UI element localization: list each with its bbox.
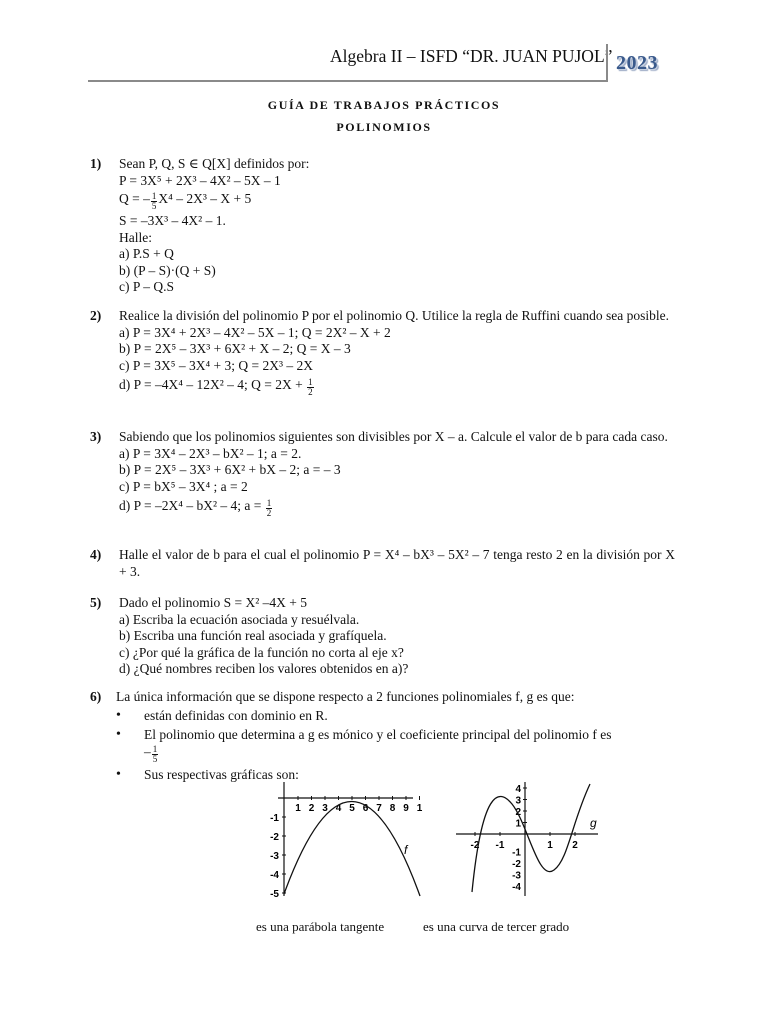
exercise-number: 2) xyxy=(90,308,102,323)
list-item: c) P = bX⁵ – 3X⁴ ; a = 2 xyxy=(119,478,248,494)
tick-label: 1 xyxy=(515,818,521,830)
fraction: $\frac{1}{2}$ xyxy=(266,498,272,518)
graph-g xyxy=(450,782,615,898)
tick-label: 1 xyxy=(547,840,553,851)
tick-label: -3 xyxy=(512,870,521,882)
tick-label: -1 xyxy=(270,813,279,824)
bullet-item: • Sus respectivas gráficas son: xyxy=(116,767,672,784)
graph-f xyxy=(258,780,423,900)
tick-label: 2 xyxy=(308,803,315,814)
header-rule xyxy=(88,80,606,82)
fraction: $\frac{1}{2}$ xyxy=(308,377,313,397)
tick-label: -4 xyxy=(270,870,279,881)
exercise-text: Sabiendo que los polinomios siguientes son divisibles por X – a. Calcule el valor de b para cada caso. xyxy=(119,429,668,444)
tick-label: -5 xyxy=(270,889,279,900)
tick-label: 8 xyxy=(389,803,396,814)
tick-label: 9 xyxy=(403,803,409,814)
tick-label: -1 xyxy=(512,847,521,859)
exercise-intro: Sean P, Q, S ∈ Q[X] definidos por: xyxy=(119,156,310,171)
list-item: c) P = 3X⁵ – 3X⁴ + 3; Q = 2X³ – 2X xyxy=(119,357,314,373)
bullet-item: • El polinomio que determina a g es mónico y el coeficiente principal del polinomio f es – $\frac{1}{5}$ xyxy=(116,727,672,764)
tick-label: -3 xyxy=(270,851,279,862)
tick-label: -1 xyxy=(495,840,505,851)
polynomial-q: Q = – $\frac{1}{5}$ X⁴ – 2X³ – X + 5 xyxy=(119,191,252,211)
caption-g: es una curva de tercer grado xyxy=(423,919,570,934)
tick-label: -2 xyxy=(270,832,279,843)
tick-label: -2 xyxy=(470,840,480,851)
header-year: 2023 xyxy=(616,52,658,74)
tick-label: 4 xyxy=(335,803,342,814)
list-item: a) P.S + Q xyxy=(119,246,174,261)
list-item: c) ¿Por qué la gráfica de la función no corta al eje x? xyxy=(119,644,404,660)
list-item: b) P = 2X⁵ – 3X³ + 6X² + bX – 2; a = – 3 xyxy=(119,462,341,477)
tick-label: 3 xyxy=(322,803,328,814)
list-item: d) P = –4X⁴ – 12X² – 4; Q = 2X + $\frac{1}{2}$ xyxy=(119,377,313,397)
tick-label: 7 xyxy=(376,803,382,814)
exercise-number: 3) xyxy=(90,429,102,444)
cubic-curve xyxy=(472,784,590,892)
list-item: a) Escriba la ecuación asociada y resuélvala. xyxy=(119,611,360,627)
tick-label: -2 xyxy=(512,859,521,870)
list-item: d) P = –2X⁴ – bX² – 4; a = $\frac{1}{2}$ xyxy=(119,498,272,518)
curve-label-g: g xyxy=(590,816,597,830)
halle-label: Halle: xyxy=(119,229,152,245)
guide-title: GUÍA DE TRABAJOS PRÁCTICOS xyxy=(267,98,501,112)
x-tick-labels xyxy=(295,796,423,814)
tick-label: 5 xyxy=(349,803,355,814)
tick-label: -4 xyxy=(512,882,521,893)
x-tick-labels xyxy=(471,832,579,851)
fraction: $\frac{1}{5}$ xyxy=(151,191,157,211)
tick-label: 1 xyxy=(416,803,423,814)
exercise-number: 6) xyxy=(90,689,102,704)
list-item: d) ¿Qué nombres reciben los valores obtenidos en a)? xyxy=(119,661,409,676)
tick-label: 2 xyxy=(515,807,521,818)
curve-label-f: f xyxy=(404,843,408,857)
polynomial-p: P = 3X⁵ + 2X³ – 4X² – 5X – 1 xyxy=(119,172,281,188)
bullet-item: • están definidas con dominio en R. xyxy=(116,708,672,725)
exercise-text: Realice la división del polinomio P por el polinomio Q. Utilice la regla de Ruffini cuando sea posible. xyxy=(119,308,670,323)
exercise-intro: Dado el polinomio S = X² –4X + 5 xyxy=(119,595,308,610)
list-item: a) P = 3X⁴ + 2X³ – 4X² – 5X – 1; Q = 2X² – X + 2 xyxy=(119,324,391,340)
list-item: a) P = 3X⁴ – 2X³ – bX² – 1; a = 2. xyxy=(119,445,302,461)
exercise-text: Halle el valor de b para el cual el polinomio P = X⁴ – bX³ – 5X² – 7 tenga resto 2 en la división por X + 3. xyxy=(119,547,675,579)
tick-label: 3 xyxy=(515,795,521,807)
caption-f: es una parábola tangente xyxy=(256,919,385,934)
list-item: b) (P – S)·(Q + S) xyxy=(119,262,216,278)
polynomial-s: S = –3X³ – 4X² – 1. xyxy=(119,213,226,228)
list-item: b) Escriba una función real asociada y grafíquela. xyxy=(119,628,387,643)
tick-label: 4 xyxy=(515,784,521,795)
exercise-number: 4) xyxy=(90,547,102,562)
fraction: $\frac{1}{5}$ xyxy=(152,743,158,764)
parabola-curve xyxy=(284,801,420,896)
tick-label: 6 xyxy=(362,803,369,814)
tick-label: 2 xyxy=(572,840,578,851)
list-item: b) P = 2X⁵ – 3X³ + 6X² + X – 2; Q = X – 3 xyxy=(119,341,351,356)
exercise-number: 1) xyxy=(90,156,102,171)
tick-label: 1 xyxy=(295,803,301,814)
list-item: c) P – Q.S xyxy=(119,279,175,294)
header-title: Algebra II – ISFD “DR. JUAN PUJOL” xyxy=(330,46,613,66)
guide-subtitle: POLINOMIOS xyxy=(336,120,432,134)
exercise-number: 5) xyxy=(90,595,102,610)
header-divider xyxy=(606,44,608,82)
exercise-intro: La única información que se dispone respecto a 2 funciones polinomiales f, g es que: xyxy=(116,689,575,704)
